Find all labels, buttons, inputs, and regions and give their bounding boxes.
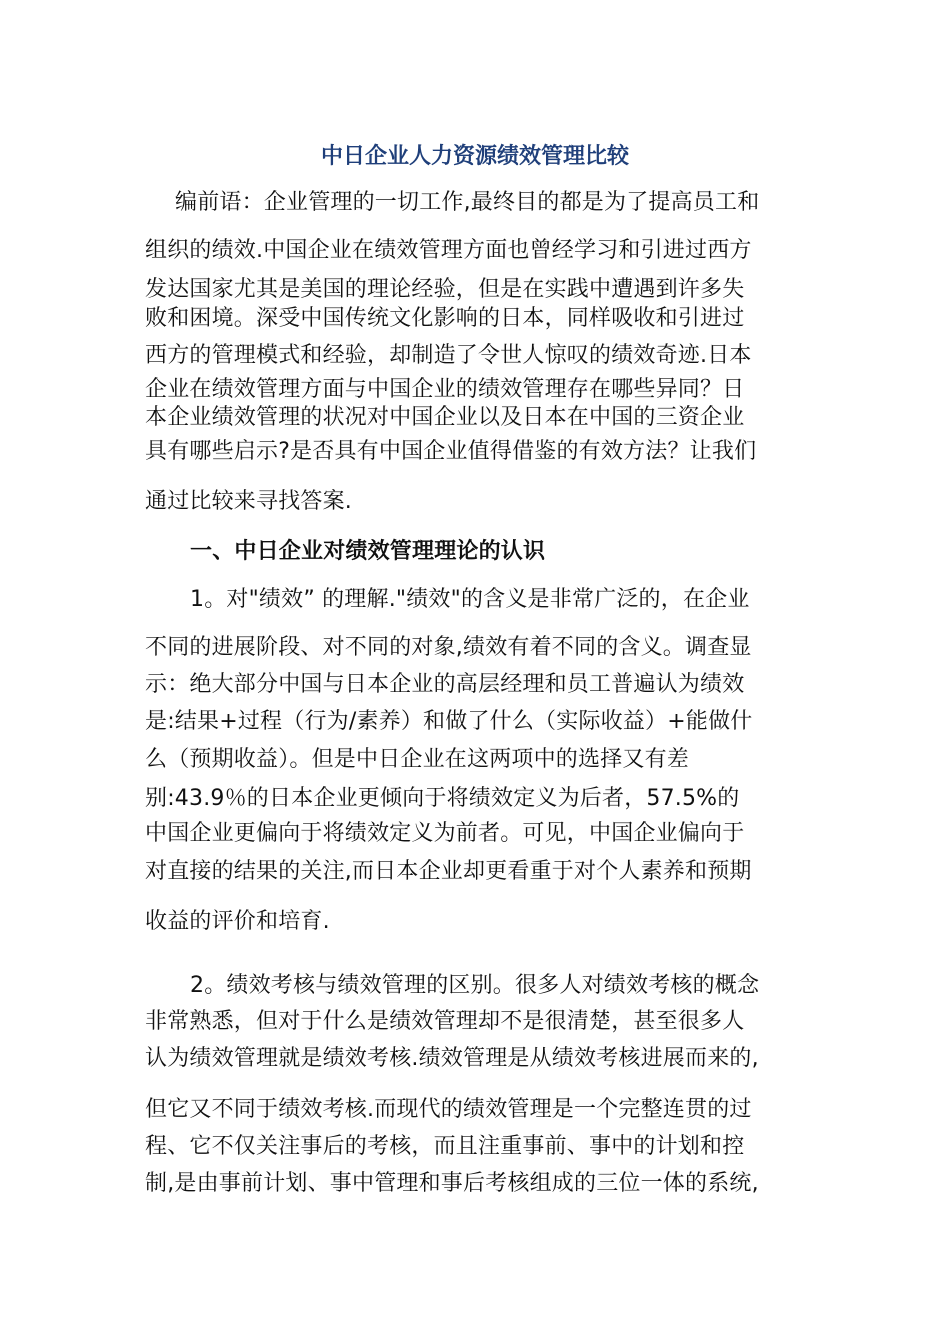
paragraph-line: 非常熟悉，但对于什么是绩效管理却不是很清楚，甚至很多人	[145, 1009, 745, 1034]
paragraph-line: 企业在绩效管理方面与中国企业的绩效管理存在哪些异同？日	[145, 377, 745, 402]
paragraph-line: 本企业绩效管理的状况对中国企业以及日本在中国的三资企业	[145, 405, 745, 430]
paragraph-line: 对直接的结果的关注,而日本企业却更看重于对个人素养和预期	[145, 859, 752, 884]
paragraph-line: 通过比较来寻找答案.	[145, 489, 352, 514]
paragraph-line: 制,是由事前计划、事中管理和事后考核组成的三位一体的系统,	[145, 1171, 759, 1196]
paragraph-line: 收益的评价和培育.	[145, 909, 330, 934]
paragraph-line: 认为绩效管理就是绩效考核.绩效管理是从绩效考核进展而来的,	[145, 1046, 759, 1071]
paragraph-line: 编前语：企业管理的一切工作,最终目的都是为了提高员工和	[175, 190, 760, 215]
paragraph-line: 示：绝大部分中国与日本企业的高层经理和员工普遍认为绩效	[145, 672, 745, 697]
section-heading: 一、中日企业对绩效管理理论的认识	[190, 539, 546, 564]
paragraph-line: 西方的管理模式和经验，却制造了令世人惊叹的绩效奇迹.日本	[145, 343, 752, 368]
paragraph-line: 是:结果+过程（行为/素养）和做了什么（实际收益）+能做什	[145, 709, 753, 734]
paragraph-line: 发达国家尤其是美国的理论经验，但是在实践中遭遇到许多失	[145, 277, 745, 302]
paragraph-line: 1。对"绩效” 的理解."绩效"的含义是非常广泛的，在企业	[190, 587, 750, 612]
paragraph-line: 中国企业更偏向于将绩效定义为前者。可见，中国企业偏向于	[145, 821, 745, 846]
paragraph-line: 但它又不同于绩效考核.而现代的绩效管理是一个完整连贯的过	[145, 1097, 752, 1122]
paragraph-line: 组织的绩效.中国企业在绩效管理方面也曾经学习和引进过西方	[145, 238, 752, 263]
paragraph-line: 不同的进展阶段、对不同的对象,绩效有着不同的含义。调查显	[145, 635, 752, 660]
paragraph-line: 别:43.9％的日本企业更倾向于将绩效定义为后者，57.5%的	[145, 786, 740, 811]
paragraph-line: 么（预期收益）。但是中日企业在这两项中的选择又有差	[145, 747, 690, 772]
paragraph-line: 具有哪些启示?是否具有中国企业值得借鉴的有效方法？让我们	[145, 439, 757, 464]
document-title: 中日企业人力资源绩效管理比较	[320, 144, 629, 169]
paragraph-line: 败和困境。深受中国传统文化影响的日本，同样吸收和引进过	[145, 306, 745, 331]
paragraph-line: 程、它不仅关注事后的考核，而且注重事前、事中的计划和控	[145, 1134, 745, 1159]
paragraph-line: 2。绩效考核与绩效管理的区别。很多人对绩效考核的概念	[190, 973, 760, 998]
